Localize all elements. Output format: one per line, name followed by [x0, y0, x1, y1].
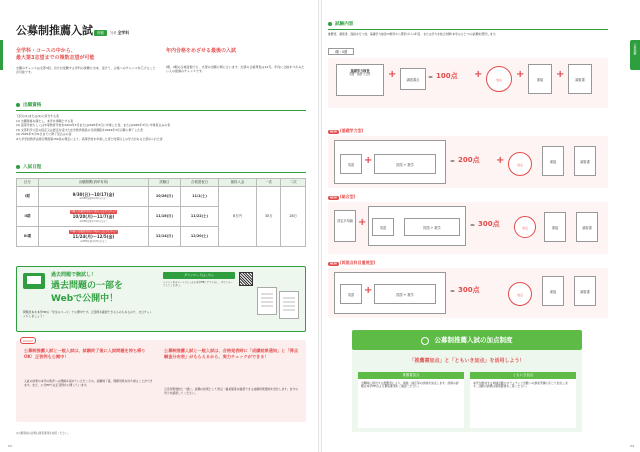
bonus-subtitle: 「推薦書加点」と「ともいき加点」を活用しよう！	[409, 358, 525, 364]
past-exam-panel	[16, 266, 306, 332]
sample-page-thumb	[279, 291, 299, 319]
type-row-3	[328, 194, 608, 256]
plus-item: 面接	[542, 146, 564, 176]
type-row-1	[328, 48, 608, 112]
page-number-left: 53	[8, 443, 12, 448]
exam-intro: 推薦書、調査書、面接を行う他、基礎学力検査(3教科から選択)から1科目、または学力を総合判断(本学のひとつ)の試験を選択します。	[328, 32, 498, 36]
score-total: 200点	[458, 156, 480, 164]
type-row-2	[328, 128, 608, 190]
exam-title: 試験内容	[335, 22, 354, 27]
new-tag: NEW	[330, 262, 337, 265]
check-right-body: 合否結果通知と一緒に、試験の結果として得点・偏差値等を確認できる成績結果通知を送付します。自分の実力を確認してください。	[164, 387, 299, 395]
equals-icon: =	[470, 222, 476, 229]
type-label: (総合型)	[339, 194, 356, 199]
type-badge: 併願	[94, 30, 107, 37]
bonus-oval: 加点	[486, 66, 512, 92]
fee-cell: 28万	[281, 186, 306, 246]
download-button[interactable]: ダウンロードはこちら	[163, 272, 235, 279]
box-label: 基礎学力検査	[350, 69, 370, 73]
period-cell	[39, 226, 149, 246]
bonus-panel	[352, 350, 582, 432]
lead-left	[16, 48, 156, 74]
result-cell: 12/20(土)	[181, 226, 219, 246]
box-label: 国語	[396, 293, 403, 297]
term-cell: I期	[17, 186, 39, 206]
box-label: 数学	[407, 163, 414, 167]
bonus-col-2	[470, 372, 576, 428]
type-label: (基礎学力型)	[339, 128, 364, 133]
lead-body-2: I期、II期の合格者数でも、志望の出願に間に合います。志望の合格発表は12月。年内に合格をつかみたい人の最適のチャンスです。	[166, 64, 305, 73]
result-cell: 11/22(土)	[181, 206, 219, 226]
lead-right	[166, 48, 306, 73]
past-title-1: 過去問題で腕試し！	[51, 272, 97, 278]
score-total: 300点	[478, 220, 500, 228]
title-block	[16, 24, 306, 39]
result-cell: 11/1(土)	[181, 186, 219, 206]
qual-line: (2) 高等学校もしくは中等教育学校を2024年3月または2025年3月に卒業した者、または2025年3月に卒業見込みの者	[16, 123, 171, 127]
lead-red-3: 年内合格をめざせる最後の入試	[166, 48, 237, 54]
check-left-title: 公募制推薦入試と一般入試は、試験終了後に入試問題を持ち帰りOK！正答例も公開中！	[24, 348, 146, 359]
qr-code-icon[interactable]	[239, 272, 253, 286]
col-header: 試験日	[149, 179, 181, 187]
period-sub: ※WEB出願10/20(日)まで	[79, 197, 108, 201]
section-dot-icon	[328, 22, 332, 26]
col-header: 区分	[17, 179, 39, 187]
row-tag: III期の出願締切前にII期の合否がわかる!	[70, 230, 117, 234]
exam-cell: 12/14(日)	[149, 226, 181, 246]
qual-line: (4) 2025年3月31日までに修了見込みの者	[16, 132, 72, 136]
period-cell	[39, 206, 149, 226]
period-text: 10/20(月)〜11/7(金)	[72, 214, 115, 220]
target-label: 対象	[109, 31, 117, 35]
bonus-col-body: 本学が推奨する地域活動やボランティア活動への参加実績に応じて加点します。活動の詳細は募集要項をご覧ください。	[473, 380, 568, 389]
qual-body	[16, 114, 306, 141]
new-tag: NEW	[330, 130, 337, 133]
exam-cell: 10/26(日)	[149, 186, 181, 206]
qual-note: ※大学学校教育法施行規則第150条の規定により、高等学校を卒業した者と同等以上の学力があると認められた者	[16, 136, 163, 141]
section-dot-icon	[16, 165, 20, 169]
plus-item: 面接	[528, 64, 552, 94]
lead-red-2: 最大第3志望までの複数志望が可能	[16, 55, 95, 61]
left-side-tab	[0, 40, 3, 70]
past-title-3: Webで公開中！	[51, 294, 119, 304]
exam-box: 英語	[340, 154, 362, 174]
plus-item: 面接	[544, 212, 566, 242]
target-value: 全学科	[117, 30, 129, 35]
col-header: 最終入金	[219, 179, 257, 187]
sample-page-thumb	[257, 287, 277, 315]
col-header: 一次	[256, 179, 281, 187]
sched-title: 入試日程	[23, 165, 42, 170]
col-header: 出願期間(消印有効)	[39, 179, 149, 187]
plus-item: 面接	[542, 276, 564, 306]
plus-icon: +	[496, 155, 505, 166]
row-tag: II期の出願締切前にI期の合否がわかる!	[71, 210, 116, 214]
bonus-oval: 加点	[508, 152, 532, 176]
computer-icon	[23, 273, 45, 289]
plus-icon: +	[556, 69, 565, 80]
plus-icon: +	[516, 69, 525, 80]
schedule-section-header	[16, 165, 306, 173]
exam-section-header	[328, 22, 608, 30]
equals-icon: =	[450, 158, 456, 165]
lead-body-1: 志願のチャンスは全部3回。自分が受験する学科の併願も出来、受けて、合格へのチャンスを広げることが可能です。	[16, 66, 156, 75]
bonus-header	[352, 330, 582, 350]
exam-box-pair: 国語 + 数学	[374, 284, 436, 304]
type-label: I期・II期	[328, 48, 354, 55]
exam-box	[336, 64, 384, 96]
check-panel	[16, 340, 306, 422]
period-sub: ※WEB出願11/10(月)まで	[79, 219, 108, 223]
bonus-oval: 加点	[514, 216, 536, 238]
plus-item: 調査書	[576, 212, 598, 242]
right-side-tab	[630, 40, 640, 70]
page-title: 公募制推薦入試	[16, 24, 93, 37]
box-label: 数学	[407, 293, 414, 297]
exam-box: 英語	[340, 284, 362, 304]
footnote: ※出願資格の詳細は募集要項を参照ください。	[16, 432, 71, 435]
exam-cell: 11/16(日)	[149, 206, 181, 226]
qual-line: (1) 出願資格を満たし、本学を専願とする者	[16, 118, 74, 123]
check-left-body: 入試の結果や本学の教育への理解を深めていただくため、試験終了後、問題用紙を持ち帰ることができます。また、公式HPでは正答例を公開しています。	[24, 379, 153, 387]
bonus-col-title: 推薦書加点	[358, 372, 464, 379]
right-page	[322, 0, 640, 452]
lead-red-1: 全学科・コースの中から、	[16, 48, 76, 54]
past-title-2: 過去問題の一部を	[51, 281, 124, 291]
plus-icon: +	[364, 285, 373, 296]
col-header: 合格発表日	[181, 179, 219, 187]
schedule-table	[16, 178, 306, 247]
qual-title: 出願資格	[23, 103, 42, 108]
plus-icon: +	[474, 69, 483, 80]
exam-box: 調査書点	[400, 68, 426, 90]
table-row	[17, 186, 306, 206]
schedule-table-wrap	[16, 178, 306, 247]
plus-item: 調査書	[574, 146, 596, 176]
exam-box: 評定平均値	[334, 210, 356, 242]
period-cell	[39, 186, 149, 206]
lightbulb-icon	[421, 337, 429, 345]
period-text: 9/30(日)〜10/17(金)	[72, 191, 115, 197]
bonus-col-body: 出願時に提出する推薦書により、資格・検定等の評価を加点します。評価の詳細は本学HPおよび募集要項をご確認ください。	[361, 380, 459, 389]
qual-section-header	[16, 103, 306, 111]
type-row-4	[328, 260, 608, 320]
fee-cell: 8万円	[219, 186, 257, 246]
side-tab-label: 公募推薦	[633, 43, 638, 55]
download-note: パソコンやスマートフォンから本学HPにアクセスし、ダウンロードしてください。	[163, 281, 233, 288]
plus-icon: +	[364, 155, 373, 166]
equals-icon: =	[428, 74, 434, 81]
plus-icon: +	[388, 69, 397, 80]
bonus-oval: 加点	[508, 282, 532, 306]
exam-box-pair: 国語 + 数学	[374, 154, 436, 174]
score-total: 300点	[458, 286, 480, 294]
equals-icon: =	[450, 288, 456, 295]
page-number-right: 54	[630, 443, 634, 448]
plus-item: 調査書	[568, 64, 592, 94]
past-body: 問題見本を本学HPの「学生のページ」で公開中です。正答例を確認できるものもあるので、ぜひチャレンジしましょう！	[23, 310, 153, 318]
col-header: 二次	[281, 179, 306, 187]
check-label: Check!	[20, 337, 36, 344]
term-cell: II期	[17, 206, 39, 226]
score-total: 100点	[436, 72, 458, 80]
bonus-col-title: ともいき加点	[470, 372, 576, 379]
exam-box-pair: 国語 + 数学	[404, 218, 460, 236]
term-cell: III期	[17, 226, 39, 246]
plus-item: 調査書	[574, 276, 596, 306]
plus-icon: +	[358, 217, 367, 228]
box-label: 数学	[434, 226, 441, 230]
section-dot-icon	[16, 103, 20, 107]
new-tag: NEW	[330, 196, 337, 199]
period-text: 11/24(月)〜12/5(金)	[72, 234, 115, 240]
left-page	[0, 0, 318, 452]
box-label: 国語	[396, 163, 403, 167]
period-sub: ※WEB出願12/8(月)まで	[80, 239, 107, 243]
check-right-title: 公募制推薦入試と一般入試は、合格発表時に「成績結果通知」と「得点調査分布表」がもらえるから、実力チェックができる！	[164, 348, 299, 359]
bonus-col-1	[358, 372, 464, 428]
fee-cell: 30万	[256, 186, 281, 246]
qual-line: (3) 文部科学大臣の指定又は認定を受けた在外教育施設の当該課程を2024年3月以降に修了した者	[16, 127, 143, 132]
box-label: 国語	[423, 226, 430, 230]
box-label: 英語・国語 大合計	[349, 73, 371, 77]
qual-line: 下記の(1)または(2)に該当する者	[16, 114, 59, 118]
type-label: (両面点科目重視型)	[339, 260, 376, 265]
bonus-title: 公募制推薦入試の加点制度	[434, 336, 513, 344]
exam-box: 英語	[372, 218, 394, 236]
